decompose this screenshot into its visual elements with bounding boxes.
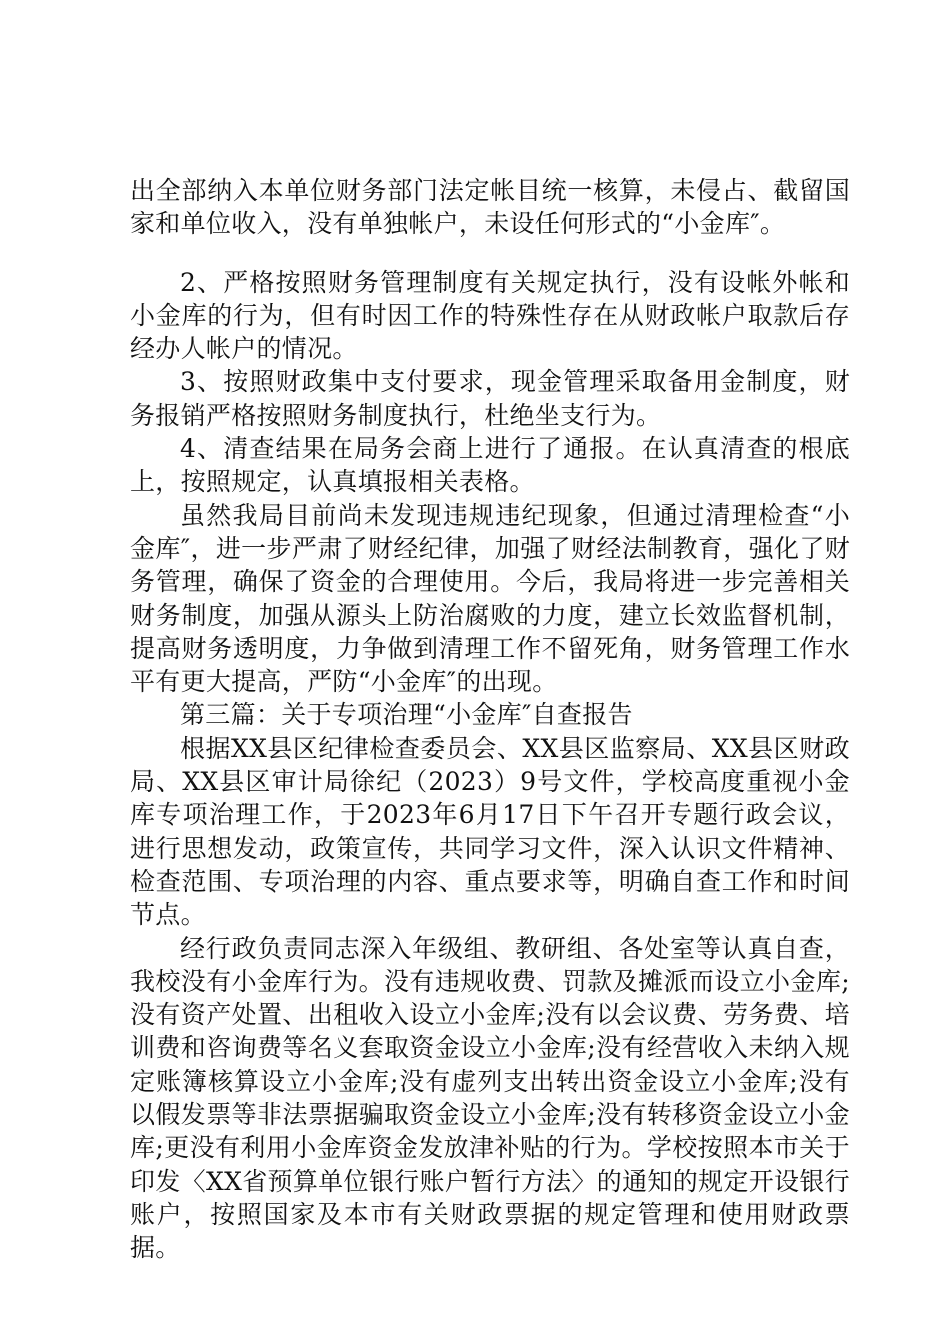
paragraph-self-check: 经行政负责同志深入年级组、教研组、各处室等认真自查，我校没有小金库行为。没有违规收费、罚款及摊派而设立小金库;没有资产处置、出租收入设立小金库;没有以会议费、劳务费、培训费和咨询费等名义套取资金设立小金库;没有经营收入未纳入规定账簿核算设立小金库;没有虚列支出转出资金设立小金库;没有以假发票等非法票据骗取资金设立小金库;没有转移资金设立小金库;更没有利用小金库资金发放津补贴的行为。学校按照本市关于印发〈XX省预算单位银行账户暂行方法〉的通知的规定开设银行账户，按照国家及本市有关财政票据的规定管理和使用财政票据。 [130,933,850,1263]
paragraph-item-3: 3、按照财政集中支付要求，现金管理采取备用金制度，财务报销严格按照财务制度执行，杜绝坐支行为。 [130,367,850,430]
section-heading: 第三篇：关于专项治理“小金库″自查报告 [180,700,633,730]
paragraph-continuation: 出全部纳入本单位财务部门法定帐目统一核算，未侵占、截留国家和单位收入，没有单独帐户，未设任何形式的“小金库″。 [130,176,850,239]
document-body [130,174,850,1265]
paragraph-background: 根据XX县区纪律检查委员会、XX县区监察局、XX县区财政局、XX县区审计局徐纪（2023）9号文件，学校高度重视小金库专项治理工作，于2023年6月17日下午召开专题行政会议，进行思想发动，政策宣传，共同学习文件，深入认识文件精神、检查范围、专项治理的内容、重点要求等，明确自查工作和时间节点。 [130,733,850,930]
paragraph-item-2: 2、严格按照财务管理制度有关规定执行，没有设帐外帐和小金库的行为，但有时因工作的特殊性存在从财政帐户取款后存经办人帐户的情况。 [130,267,850,364]
paragraph-summary: 虽然我局目前尚未发现违规违纪现象，但通过清理检查“小金库″，进一步严肃了财经纪律，加强了财经法制教育，强化了财务管理，确保了资金的合理使用。今后，我局将进一步完善相关财务制度，加强从源头上防治腐败的力度，建立长效监督机制，提高财务透明度，力争做到清理工作不留死角，财务管理工作水平有更大提高，严防“小金库″的出现。 [130,500,850,697]
paragraph-item-4: 4、清查结果在局务会商上进行了通报。在认真清查的根底上，按照规定，认真填报相关表格。 [130,434,850,497]
